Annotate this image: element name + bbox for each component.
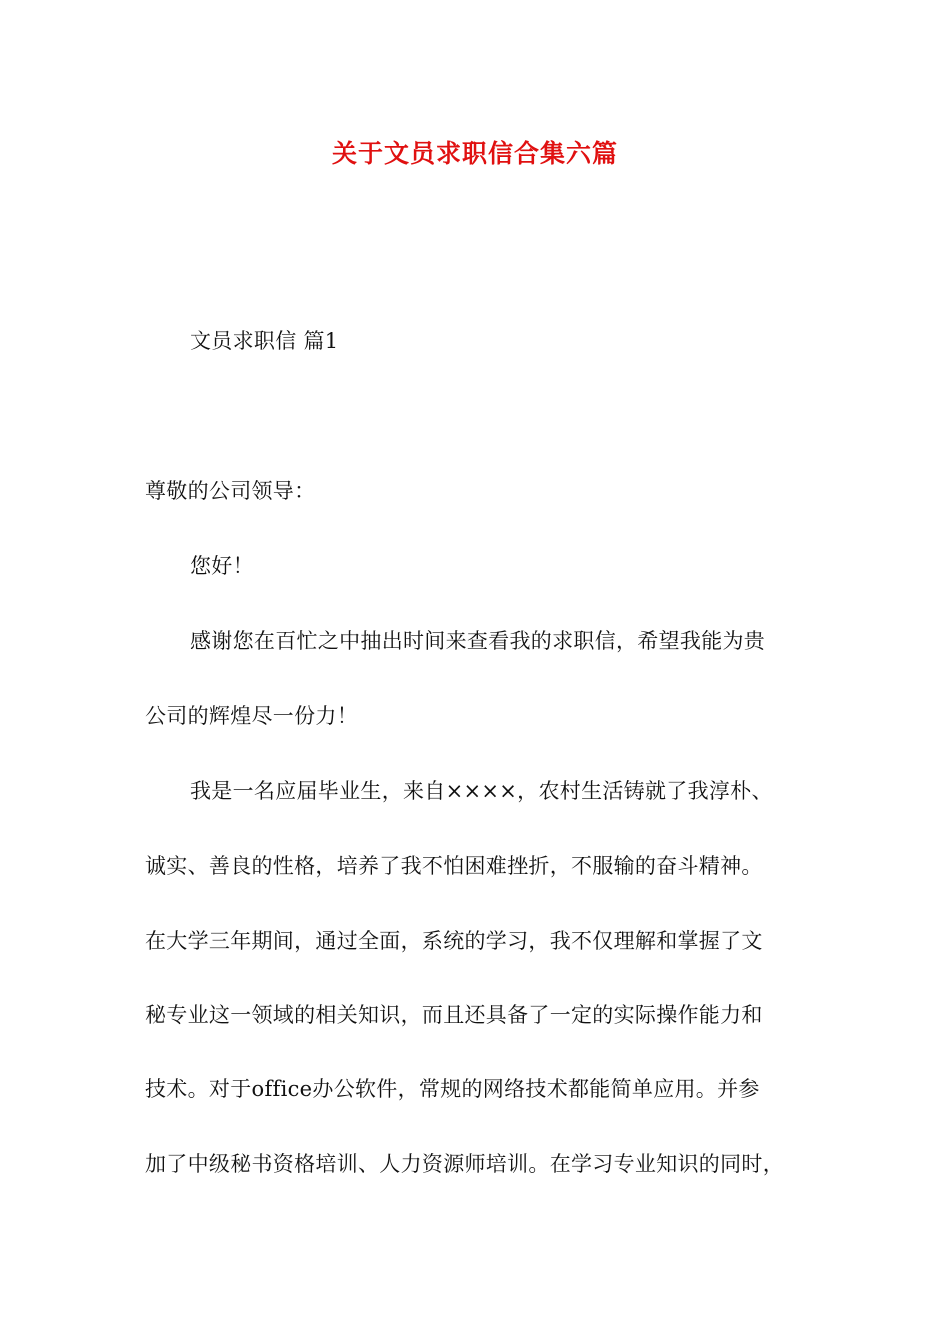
paragraph1-line1: 感谢您在百忙之中抽出时间来查看我的求职信，希望我能为贵 (190, 629, 766, 653)
salutation: 尊敬的公司领导： (145, 479, 316, 503)
paragraph2-line2: 诚实、善良的性格，培养了我不怕困难挫折，不服输的奋斗精神。 (145, 854, 763, 878)
paragraph1-line2: 公司的辉煌尽一份力！ (145, 704, 358, 728)
section-heading: 文员求职信 篇1 (190, 329, 339, 353)
paragraph2-line6: 加了中级秘书资格培训、人力资源师培训。在学习专业知识的同时， (145, 1152, 784, 1176)
paragraph2-line5: 技术。对于office办公软件，常规的网络技术都能简单应用。并参 (145, 1077, 760, 1101)
paragraph2-line3: 在大学三年期间，通过全面，系统的学习，我不仅理解和掌握了文 (145, 929, 763, 953)
document-title: 关于文员求职信合集六篇 (331, 139, 618, 168)
greeting: 您好！ (190, 554, 254, 578)
paragraph2-line4: 秘专业这一领域的相关知识，而且还具备了一定的实际操作能力和 (145, 1003, 763, 1027)
paragraph2-line1: 我是一名应届毕业生，来自××××，农村生活铸就了我淳朴、 (190, 779, 773, 803)
